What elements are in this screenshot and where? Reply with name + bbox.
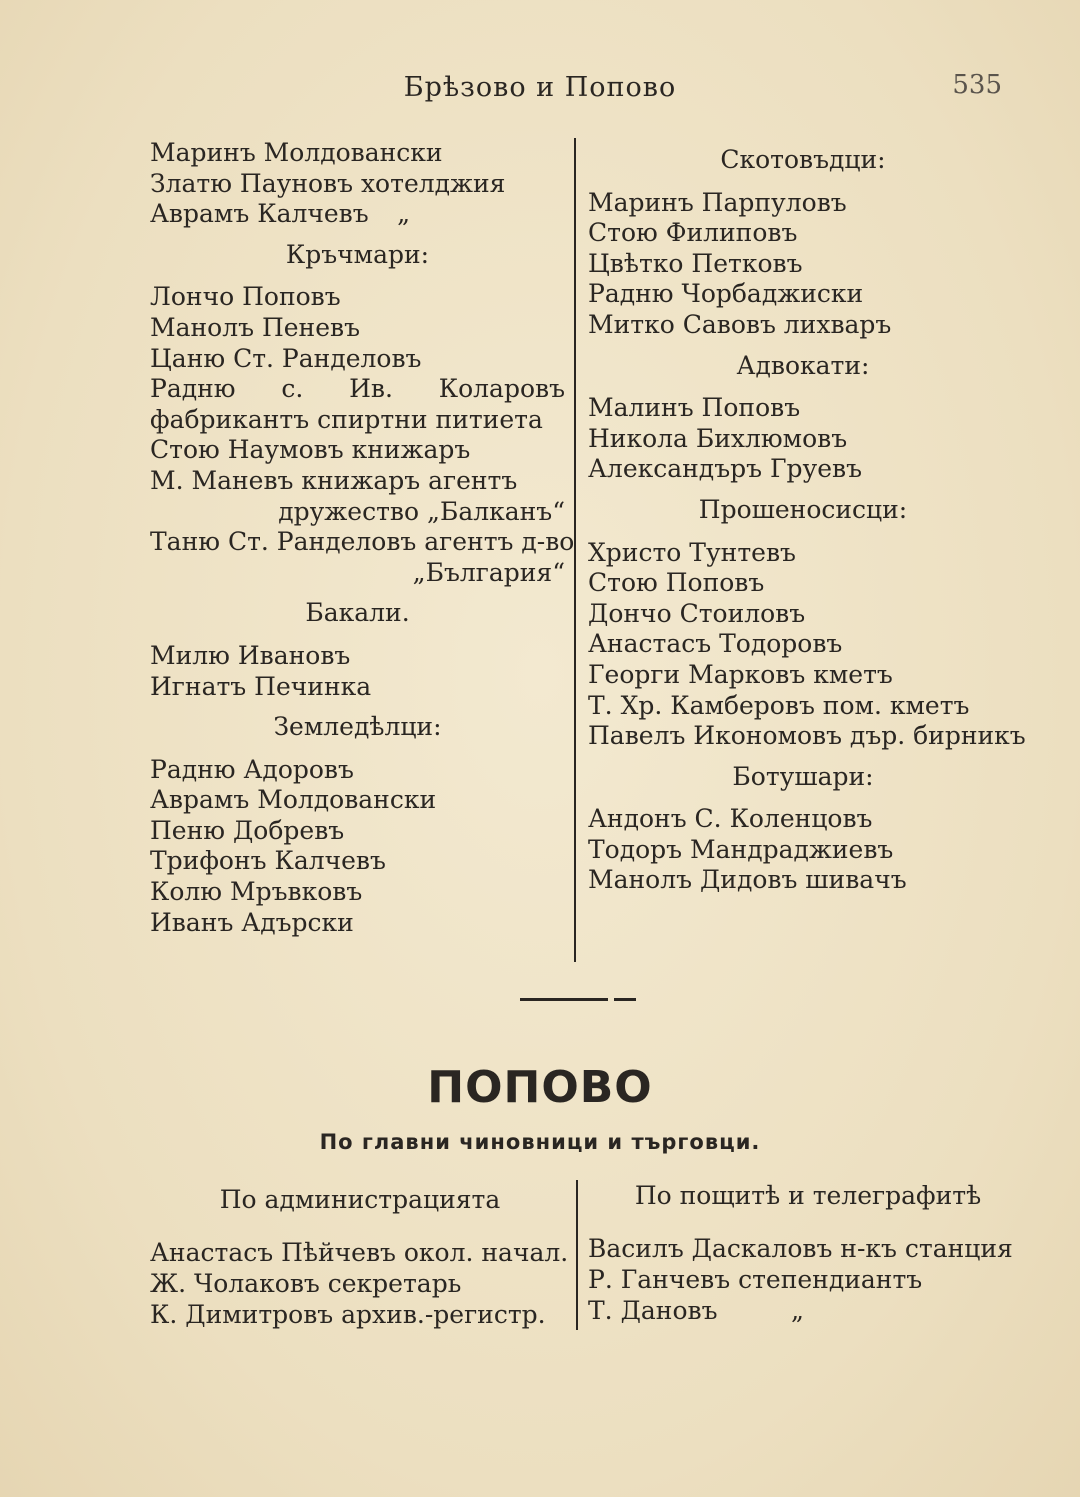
- list-item: Игнатъ Печинка: [150, 671, 372, 701]
- list-item: Андонъ С. Коленцовъ: [588, 804, 873, 834]
- list-item: Ж. Чолаковъ секретарь: [150, 1269, 462, 1298]
- list-item: Стою Филиповъ: [588, 218, 798, 248]
- running-header-title: Брѣзово и Попово: [403, 72, 677, 103]
- list-item: Златю Пауновъ хотелджия: [150, 168, 506, 198]
- list-item-continuation: „България“: [412, 557, 565, 587]
- list-item: Манолъ Пеневъ: [150, 312, 360, 342]
- list-item: Василъ Даскаловъ н-къ станция: [588, 1234, 1013, 1263]
- list-item: Митко Савовъ лихваръ: [588, 309, 892, 339]
- list-item: Стою Поповъ: [588, 568, 765, 598]
- section-heading: Бакали.: [305, 598, 410, 628]
- list-item: Аврамъ Молдовански: [150, 785, 437, 815]
- list-item: Никола Бихлюмовъ: [588, 423, 848, 453]
- bottom-column-divider: [576, 1180, 578, 1330]
- list-item: Радню с. Ив. Коларовъ фабрикантъ спиртни питиета: [150, 374, 565, 434]
- list-item: Стою Наумовъ книжаръ: [150, 435, 471, 465]
- list-item: Манолъ Дидовъ шивачъ: [588, 865, 907, 895]
- list-item: Т. Хр. Камберовъ пом. кметъ: [588, 690, 970, 720]
- list-item: Колю Мръвковъ: [150, 877, 363, 907]
- section-heading: Адвокати:: [736, 350, 870, 380]
- ditto-mark: „: [397, 199, 411, 229]
- list-item: Радню Чорбаджиски: [588, 279, 864, 309]
- list-item: К. Димитровъ архив.-регистр.: [150, 1300, 546, 1329]
- section-heading: Ботушари:: [732, 761, 874, 791]
- list-item: Анастасъ Пѣйчевъ окол. начал.: [150, 1238, 569, 1267]
- list-item: [588, 1295, 1028, 1326]
- list-item: [150, 199, 565, 230]
- administration-column: [150, 1184, 570, 1330]
- right-column: [588, 135, 1026, 896]
- list-item-continuation: дружество „Балканъ“: [278, 496, 565, 526]
- list-item: Александъръ Груевъ: [588, 454, 862, 484]
- ditto-mark: „: [791, 1296, 804, 1325]
- list-item: Дончо Стоиловъ: [588, 598, 806, 628]
- list-item: Христо Тунтевъ: [588, 537, 796, 567]
- section-heading: Кръчмари:: [285, 239, 430, 269]
- list-item: М. Маневъ книжаръ агентъ: [150, 465, 518, 495]
- list-item: Анастасъ Тодоровъ: [588, 629, 843, 659]
- page-number: 535: [952, 70, 1002, 100]
- list-item: Георги Марковъ кметъ: [588, 659, 893, 689]
- section-heading: Скотовъдци:: [720, 145, 886, 174]
- section-heading: Земледѣлци:: [273, 712, 442, 742]
- left-column: [150, 138, 575, 938]
- column-divider: [574, 138, 576, 962]
- list-item: Иванъ Адърски: [150, 907, 354, 937]
- section-subtitle: По главни чиновници и търговци.: [319, 1130, 761, 1154]
- section-heading: Прошеносисци:: [698, 494, 908, 524]
- list-item: Маринъ Молдовански: [150, 138, 443, 167]
- section-separator-rule-short: [614, 998, 636, 1001]
- list-item-name: Аврамъ Калчевъ: [150, 199, 369, 229]
- list-item: Цвѣтко Петковъ: [588, 248, 803, 278]
- list-item: Маринъ Парпуловъ: [588, 187, 847, 217]
- list-item: Р. Ганчевъ степендиантъ: [588, 1265, 923, 1294]
- list-item: Лончо Поповъ: [150, 282, 341, 312]
- post-telegraph-column: [588, 1180, 1028, 1326]
- section-separator-rule: [520, 998, 608, 1001]
- section-title: ПОПОВО: [427, 1062, 653, 1113]
- list-item: Малинъ Поповъ: [588, 393, 801, 423]
- list-item: Таню Ст. Ранделовъ агентъ д-во: [150, 527, 575, 557]
- list-item: Милю Ивановъ: [150, 640, 351, 670]
- list-item: Цаню Ст. Ранделовъ: [150, 343, 422, 373]
- list-item: Тодоръ Мандраджиевъ: [588, 834, 894, 864]
- list-item: Павелъ Икономовъ дър. бирникъ: [588, 721, 1026, 751]
- column-heading: По администрацията: [219, 1185, 501, 1214]
- list-item: Радню Адоровъ: [150, 754, 354, 784]
- list-item-name: Т. Дановъ: [588, 1296, 718, 1325]
- list-item: Трифонъ Калчевъ: [150, 846, 386, 876]
- list-item: Пеню Добревъ: [150, 815, 345, 845]
- column-heading: По пощитѣ и телеграфитѣ: [634, 1181, 982, 1210]
